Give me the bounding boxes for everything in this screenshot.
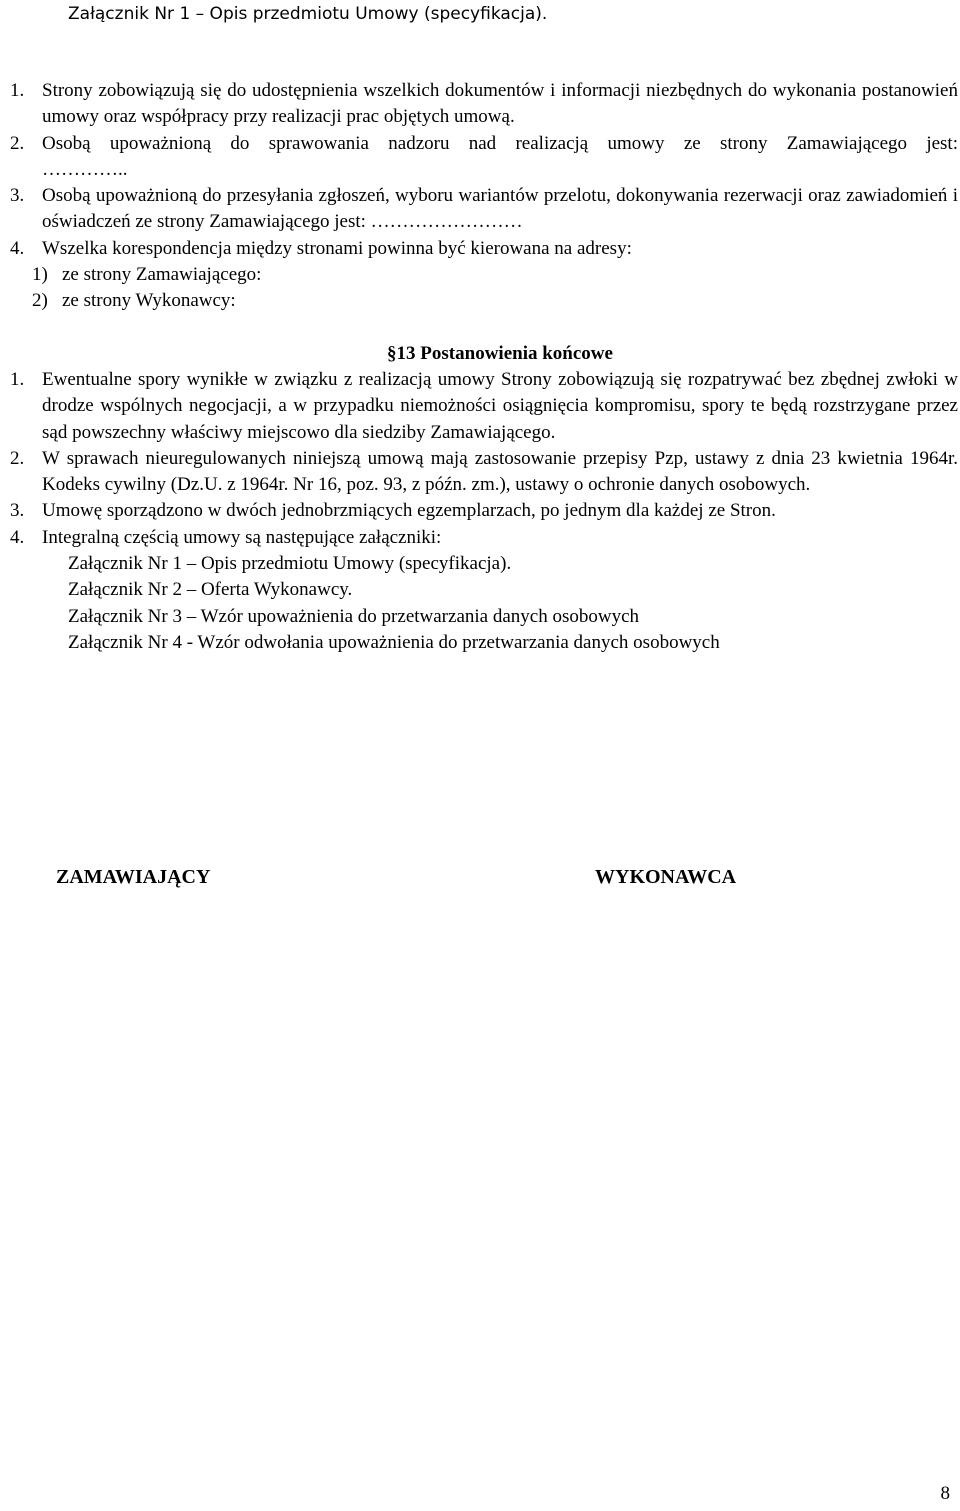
item-text: W sprawach nieuregulowanych niniejszą umową mają zastosowanie przepisy Pzp, ustawy z dnia 23 kwietnia 1964r. Kodeks cywilny (Dz.U. z 1964r. Nr 16, poz. 93, z późn. zm.), ustawy o ochronie danych osobowych. (42, 447, 958, 496)
page-number: 8 (940, 1483, 950, 1504)
list-item (10, 183, 958, 236)
item-number: 3. (10, 500, 25, 522)
item-number: 2. (10, 132, 25, 154)
attachment-item: Załącznik Nr 1 – Opis przedmiotu Umowy (specyfikacja). (68, 553, 512, 575)
item-text: Umowę sporządzono w dwóch jednobrzmiących egzemplarzach, po jednym dla każdej ze Stron. (42, 500, 776, 522)
address-number: 2) (32, 290, 48, 312)
item-text: Osobą upoważnioną do sprawowania nadzoru nad realizacją umowy ze strony Zamawiającego jest: (42, 132, 958, 154)
item-number: 1. (10, 368, 25, 390)
attachment-item: Załącznik Nr 2 – Oferta Wykonawcy. (68, 579, 353, 601)
item-number: 2. (10, 447, 25, 469)
signature-wykonawca: WYKONAWCA (595, 866, 737, 888)
list-item (10, 498, 958, 524)
signature-zamawiajacy: ZAMAWIAJĄCY (56, 866, 211, 888)
list-item (10, 236, 958, 262)
item-text: Strony zobowiązują się do udostępnienia wszelkich dokumentów i informacji niezbędnych do wykonania postanowień umowy oraz współpracy przy realizacji prac objętych umową. (42, 80, 958, 128)
document-body (10, 78, 958, 656)
address-number: 1) (32, 264, 48, 286)
address-text: ze strony Wykonawcy: (62, 290, 236, 312)
attachment-item: Załącznik Nr 4 - Wzór odwołania upoważnienia do przetwarzania danych osobowych (68, 631, 720, 653)
list-item (10, 78, 958, 131)
list-item (10, 367, 958, 446)
item-number: 3. (10, 185, 25, 207)
item-text: Wszelka korespondencja między stronami powinna być kierowana na adresy: (42, 237, 632, 259)
list-item (10, 525, 958, 551)
page-header: Załącznik Nr 1 – Opis przedmiotu Umowy (specyfikacja). (68, 4, 548, 24)
attachment-item: Załącznik Nr 3 – Wzór upoważnienia do przetwarzania danych osobowych (68, 605, 640, 627)
address-item (10, 288, 958, 314)
item-text: Ewentualne spory wynikłe w związku z realizacją umowy Strony zobowiązują się rozpatrywać bez zbędnej zwłoki w drodze wspólnych negocjacji, a w przypadku niemożności osiągnięcia kompromisu, spory te będą rozstrzygane przez sąd powszechny właściwy miejscowo dla siedziby Zamawiającego. (42, 368, 958, 443)
section-title: §13 Postanowienia końcowe (387, 342, 613, 364)
list-item-continuation (10, 157, 958, 183)
item-text: Integralną częścią umowy są następujące załączniki: (42, 526, 442, 548)
item-number: 1. (10, 80, 25, 101)
list-item (10, 131, 958, 157)
address-text: ze strony Zamawiającego: (62, 264, 262, 286)
item-number: 4. (10, 237, 25, 259)
placeholder-dots: ………….. (42, 158, 128, 180)
item-number: 4. (10, 526, 25, 548)
address-item (10, 262, 958, 288)
item-text: Osobą upoważnioną do przesyłania zgłoszeń, wyboru wariantów przelotu, dokonywania rezerwacji oraz zawiadomień i oświadczeń ze strony Zamawiającego jest: …………………… (42, 185, 958, 233)
list-item (10, 446, 958, 499)
